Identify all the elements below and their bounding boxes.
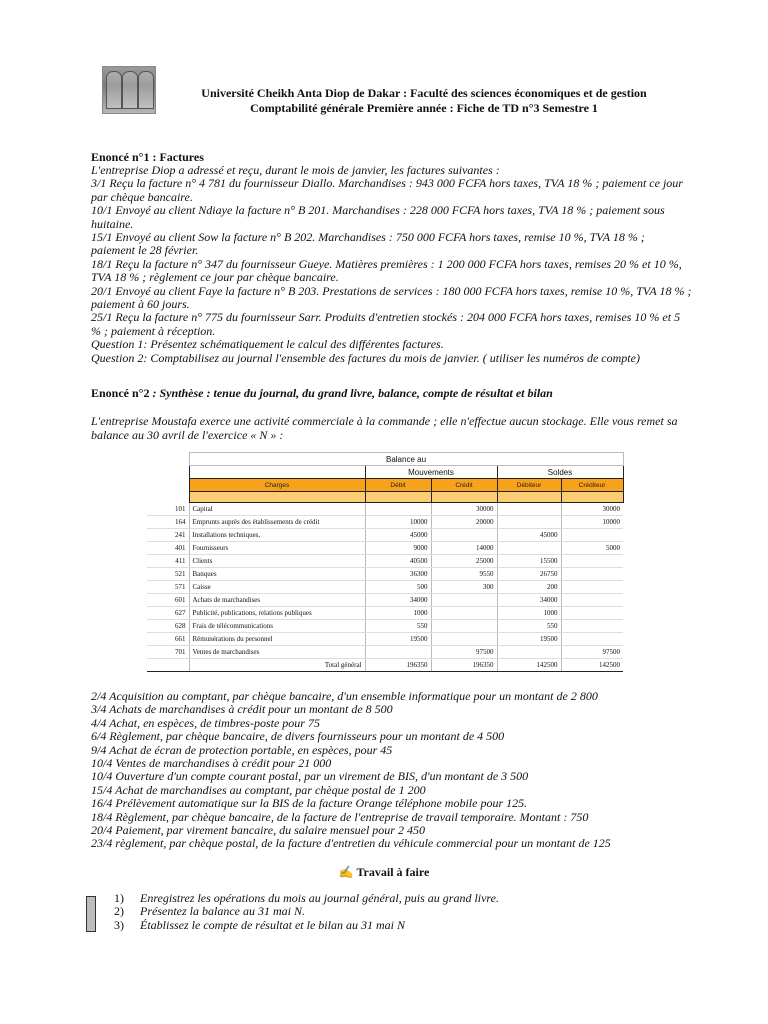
balance-row xyxy=(147,568,623,581)
debiteur-value xyxy=(497,542,561,555)
account-code: 701 xyxy=(147,646,189,659)
col-charges: Charges xyxy=(189,479,365,492)
col-crediteur: Créditeur xyxy=(561,479,623,492)
debiteur-value: 34000 xyxy=(497,594,561,607)
crediteur-value xyxy=(561,529,623,542)
credit-value: 14000 xyxy=(431,542,497,555)
col-debiteur: Débiteur xyxy=(497,479,561,492)
mouvements-header: Mouvements xyxy=(365,466,497,479)
balance-total-row xyxy=(147,659,623,672)
account-code: 241 xyxy=(147,529,189,542)
operation-item: 10/4 Ouverture d'un compte courant postal, par un virement de BIS, d'un montant de 3 500 xyxy=(91,769,529,784)
account-code: 627 xyxy=(147,607,189,620)
account-code: 101 xyxy=(147,503,189,516)
debit-value: 40500 xyxy=(365,555,431,568)
credit-value xyxy=(431,594,497,607)
balance-row xyxy=(147,633,623,646)
total-label: Total général xyxy=(189,659,365,672)
account-label: Fournisseurs xyxy=(189,542,365,555)
crediteur-value: 97500 xyxy=(561,646,623,659)
balance-row xyxy=(147,581,623,594)
enonce1-title: Enoncé n°1 : Factures xyxy=(91,150,204,164)
enonce2-title xyxy=(91,386,553,401)
account-label: Capital xyxy=(189,503,365,516)
crediteur-value xyxy=(561,620,623,633)
travail-heading xyxy=(0,865,768,880)
account-code: 571 xyxy=(147,581,189,594)
account-label: Installations techniques, xyxy=(189,529,365,542)
operation-item: 18/4 Règlement, par chèque bancaire, de la facture de l'entreprise de travail temporaire. Montant : 750 xyxy=(91,809,589,824)
debiteur-value: 1000 xyxy=(497,607,561,620)
operation-item: 9/4 Achat de écran de protection portable, en espèces, pour 45 xyxy=(91,742,393,757)
credit-value xyxy=(431,620,497,633)
operation-item: 16/4 Prélèvement automatique sur la BIS de la facture Orange téléphone mobile pour 125. xyxy=(91,796,528,811)
task-item xyxy=(114,892,499,905)
enonce1-line: 20/1 Envoyé au client Faye la facture n° B 203. Prestations de services : 180 000 FCFA hors taxes, remise 10 %, TVA 18 % ; xyxy=(91,283,692,298)
debit-value: 500 xyxy=(365,581,431,594)
margin-bar xyxy=(86,896,96,932)
enonce1-line: paiement à 60 jours. xyxy=(91,297,190,312)
balance-row xyxy=(147,620,623,633)
debiteur-value: 19500 xyxy=(497,633,561,646)
credit-value: 300 xyxy=(431,581,497,594)
debit-value: 1000 xyxy=(365,607,431,620)
credit-value xyxy=(431,607,497,620)
crediteur-value xyxy=(561,581,623,594)
account-code: 661 xyxy=(147,633,189,646)
credit-value xyxy=(431,529,497,542)
col-debit: Débit xyxy=(365,479,431,492)
operation-item: 3/4 Achats de marchandises à crédit pour un montant de 8 500 xyxy=(91,702,393,717)
balance-column-headers xyxy=(147,479,623,492)
credit-value xyxy=(431,633,497,646)
account-label: Clients xyxy=(189,555,365,568)
balance-row xyxy=(147,594,623,607)
enonce1-body xyxy=(91,164,691,365)
enonce2-title-suffix: : Synthèse : tenue du journal, du grand livre, balance, compte de résultat et bilan xyxy=(149,386,553,400)
debit-value: 34000 xyxy=(365,594,431,607)
crediteur-value: 30000 xyxy=(561,503,623,516)
col-credit: Crédit xyxy=(431,479,497,492)
soldes-header: Soldes xyxy=(497,466,623,479)
enonce1-line: par chèque bancaire. xyxy=(91,189,193,204)
credit-value: 97500 xyxy=(431,646,497,659)
debit-value: 10000 xyxy=(365,516,431,529)
account-code: 601 xyxy=(147,594,189,607)
total-debiteur: 142500 xyxy=(497,659,561,672)
travail-title: Travail à faire xyxy=(356,865,430,879)
task-text: Présentez la balance au 31 mai N. xyxy=(140,904,305,919)
debit-value: 9000 xyxy=(365,542,431,555)
crediteur-value xyxy=(561,607,623,620)
debiteur-value xyxy=(497,646,561,659)
operation-item: 15/4 Achat de marchandises au comptant, par chèque postal de 1 200 xyxy=(91,782,426,797)
task-text: Établissez le compte de résultat et le bilan au 31 mai N xyxy=(140,917,405,932)
page-header xyxy=(150,86,698,115)
account-label: Ventes de marchandises xyxy=(189,646,365,659)
credit-value: 25000 xyxy=(431,555,497,568)
crediteur-value xyxy=(561,594,623,607)
account-code: 628 xyxy=(147,620,189,633)
crediteur-value: 5000 xyxy=(561,542,623,555)
debiteur-value xyxy=(497,516,561,529)
operation-item: 23/4 règlement, par chèque postal, de la facture d'entretien du véhicule commercial pour un montant de 125 xyxy=(91,836,611,851)
balance-table xyxy=(147,452,624,672)
debiteur-value: 15500 xyxy=(497,555,561,568)
enonce1-line: 10/1 Envoyé au client Ndiaye la facture n° B 201. Marchandises : 228 000 FCFA hors taxes, TVA 18 % ; paiement sous xyxy=(91,203,665,218)
crediteur-value: 10000 xyxy=(561,516,623,529)
account-label: Emprunts auprès des établissements de crédit xyxy=(189,516,365,529)
account-label: Banques xyxy=(189,568,365,581)
enonce1-line: % ; paiement à réception. xyxy=(91,323,216,338)
balance-group-row xyxy=(147,466,623,479)
debit-value: 36300 xyxy=(365,568,431,581)
account-label: Frais de télécommunications xyxy=(189,620,365,633)
debit-value xyxy=(365,646,431,659)
header-line-1: Université Cheikh Anta Diop de Dakar : Faculté des sciences économiques et de gestion xyxy=(201,86,647,100)
balance-row xyxy=(147,607,623,620)
task-number: 2) xyxy=(114,904,124,919)
debiteur-value xyxy=(497,503,561,516)
task-number: 1) xyxy=(114,891,124,905)
enonce1-line: 15/1 Envoyé au client Sow la facture n° B 202. Marchandises : 750 000 FCFA hors taxes, remise 10 %, TVA 18 % ; xyxy=(91,230,645,245)
writing-hand-icon: ✍ xyxy=(338,865,354,879)
account-code: 411 xyxy=(147,555,189,568)
total-debit: 196350 xyxy=(365,659,431,672)
task-item xyxy=(114,919,499,932)
crediteur-value xyxy=(561,633,623,646)
balance-row xyxy=(147,503,623,516)
enonce1-line: L'entreprise Diop a adressé et reçu, durant le mois de janvier, les factures suivantes : xyxy=(91,163,500,177)
operation-item: 2/4 Acquisition au comptant, par chèque bancaire, d'un ensemble informatique pour un montant de 2 800 xyxy=(91,689,598,703)
task-number: 3) xyxy=(114,917,124,932)
crediteur-value xyxy=(561,568,623,581)
enonce1-line: 25/1 Reçu la facture n° 775 du fournisseur Sarr. Produits d'entretien stockés : 204 000 FCFA hors taxes, remises 10 % et 5 xyxy=(91,310,681,325)
total-credit: 196350 xyxy=(431,659,497,672)
enonce1-line: 18/1 Reçu la facture n° 347 du fournisseur Gueye. Matières premières : 1 200 000 FCFA hors taxes, remises 20 % et 10 %, xyxy=(91,256,682,271)
balance-title: Balance au xyxy=(189,453,623,466)
operation-item: 20/4 Paiement, par virement bancaire, du salaire mensuel pour 2 450 xyxy=(91,823,425,838)
account-label: Caisse xyxy=(189,581,365,594)
balance-row xyxy=(147,542,623,555)
account-label: Achats de marchandises xyxy=(189,594,365,607)
operation-item: 6/4 Règlement, par chèque bancaire, de divers fournisseurs pour un montant de 4 500 xyxy=(91,729,505,744)
debit-value: 45000 xyxy=(365,529,431,542)
account-label: Rémunérations du personnel xyxy=(189,633,365,646)
crediteur-value xyxy=(561,555,623,568)
debiteur-value: 200 xyxy=(497,581,561,594)
debiteur-value: 26750 xyxy=(497,568,561,581)
balance-row xyxy=(147,555,623,568)
credit-value: 30000 xyxy=(431,503,497,516)
balance-title-row xyxy=(147,453,623,466)
task-text: Enregistrez les opérations du mois au journal général, puis au grand livre. xyxy=(140,891,499,905)
operation-item: 4/4 Achat, en espèces, de timbres-poste pour 75 xyxy=(91,715,320,730)
credit-value: 20000 xyxy=(431,516,497,529)
enonce1-line: TVA 18 % ; règlement ce jour par chèque bancaire. xyxy=(91,270,339,285)
debiteur-value: 45000 xyxy=(497,529,561,542)
balance-spacer-row xyxy=(147,492,623,503)
enonce1-line: 3/1 Reçu la facture n° 4 781 du fournisseur Diallo. Marchandises : 943 000 FCFA hors taxes, TVA 18 % ; paiement ce jour xyxy=(91,176,683,191)
enonce1-line: Question 1: Présentez schématiquement le calcul des différentes factures. xyxy=(91,337,444,352)
university-logo xyxy=(102,66,156,114)
tasks-list xyxy=(114,892,499,932)
account-code: 401 xyxy=(147,542,189,555)
enonce2-intro: L'entreprise Moustafa exerce une activité commerciale à la commande ; elle n'effectue aucun stockage. Elle vous remet sa balance au 30 avril de l'exercice « N » : xyxy=(91,414,678,442)
credit-value: 9550 xyxy=(431,568,497,581)
enonce1-line: paiement le 28 février. xyxy=(91,243,199,258)
balance-row xyxy=(147,646,623,659)
debit-value: 550 xyxy=(365,620,431,633)
account-code: 521 xyxy=(147,568,189,581)
total-crediteur: 142500 xyxy=(561,659,623,672)
debit-value xyxy=(365,503,431,516)
debit-value: 19500 xyxy=(365,633,431,646)
debiteur-value: 550 xyxy=(497,620,561,633)
enonce1-line: huitaine. xyxy=(91,216,134,231)
task-item xyxy=(114,905,499,918)
operations-list xyxy=(91,690,611,851)
operation-item: 10/4 Ventes de marchandises à crédit pour 21 000 xyxy=(91,756,332,771)
balance-row xyxy=(147,529,623,542)
account-code: 164 xyxy=(147,516,189,529)
header-line-2: Comptabilité générale Première année : Fiche de TD n°3 Semestre 1 xyxy=(250,100,598,115)
balance-row xyxy=(147,516,623,529)
account-label: Publicité, publications, relations publiques xyxy=(189,607,365,620)
enonce2-title-prefix: Enoncé n°2 xyxy=(91,386,150,400)
enonce1-line: Question 2: Comptabilisez au journal l'ensemble des factures du mois de janvier. ( utiliser les numéros de compte) xyxy=(91,350,640,365)
